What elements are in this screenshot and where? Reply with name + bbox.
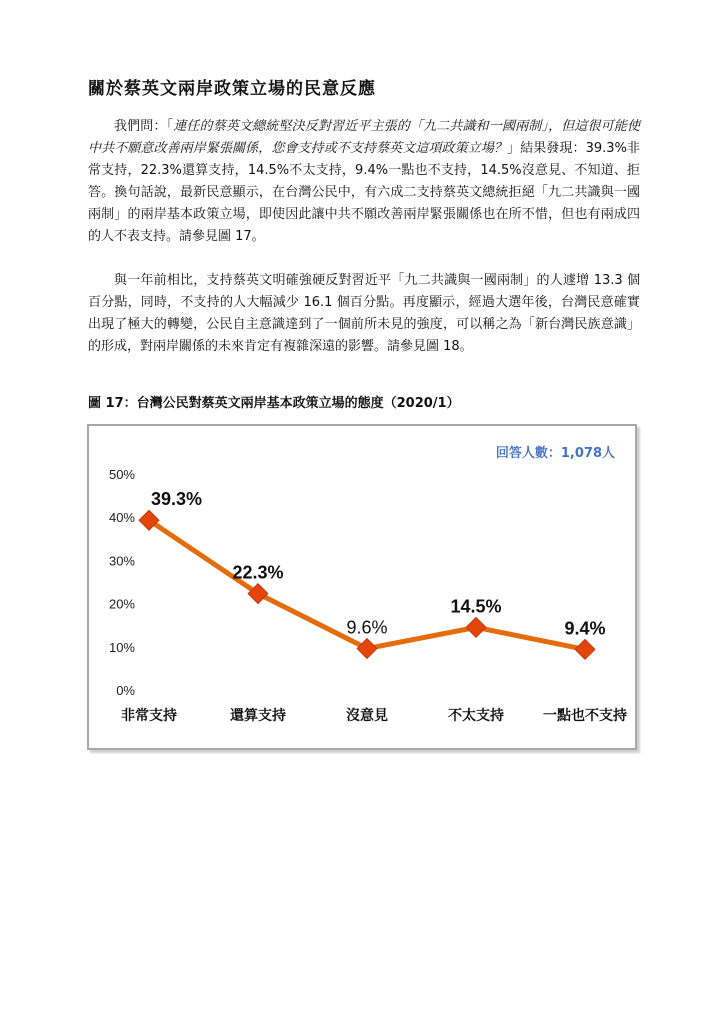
data-point xyxy=(357,639,377,659)
category-label: 還算支持 xyxy=(230,708,286,724)
category-label: 一點也不支持 xyxy=(543,708,627,724)
y-tick-label: 50% xyxy=(108,467,135,482)
data-label: 22.3% xyxy=(232,562,284,583)
data-label: 9.6% xyxy=(346,617,388,638)
line-chart xyxy=(89,426,635,748)
y-tick-label: 30% xyxy=(108,553,135,569)
data-point xyxy=(575,639,595,659)
y-tick-label: 20% xyxy=(108,596,135,612)
y-tick-label: 40% xyxy=(108,510,135,526)
p1-rest: 」結果發現：39.3%非常支持，22.3%還算支持，14.5%不太支持，9.4%一點也不支持，14.5%沒意見、不知道、拒答。換句話說，最新民意顯示，在台灣公民中，有六成二支持蔡英文總統拒絕「九二共識與一國兩制」的兩岸基本政策立場，即使因此讓中共不願改善兩岸緊張關係也在所不惜，但也有兩成四的人不表支持。請參見圖 17。 xyxy=(88,141,640,244)
figure-caption: 圖 17：台灣公民對蔡英文兩岸基本政策立場的態度（2020/1） xyxy=(88,396,460,411)
data-label: 14.5% xyxy=(450,596,502,617)
paragraph-1 xyxy=(88,116,640,248)
page-title: 關於蔡英文兩岸政策立場的民意反應 xyxy=(88,79,376,99)
y-tick-label: 0% xyxy=(116,683,135,698)
category-label: 非常支持 xyxy=(121,708,177,724)
data-label: 39.3% xyxy=(151,489,203,510)
paragraph-2: 與一年前相比，支持蔡英文明確強硬反對習近平「九二共識與一國兩制」的人遽增 13.3 個百分點，同時，不支持的人大幅減少 16.1 個百分點。再度顯示，經過大選年後，台灣民意確實出現了極大的轉變，公民自主意識達到了一個前所未見的強度，可以稱之為「新台灣民族意識」的形成，對兩岸關係的未來肯定有複雜深遠的影響。請參見圖 18。 xyxy=(88,273,640,354)
y-tick-label: 10% xyxy=(108,639,135,655)
chart-frame xyxy=(87,424,637,750)
data-label: 9.4% xyxy=(564,618,606,639)
data-point xyxy=(466,617,486,637)
p1-lead: 我們問：「 xyxy=(114,119,174,134)
category-label: 不太支持 xyxy=(448,708,504,724)
respondents-annotation: 回答人數：1,078人 xyxy=(495,446,615,461)
p1-question: 連任的蔡英文總統堅決反對習近平主張的「九二共識和一國兩制」，但這很可能使中共不願意改善兩岸緊張關係，您會支持或不支持蔡英文這項政策立場？ xyxy=(88,119,640,156)
category-label: 沒意見 xyxy=(346,708,388,724)
